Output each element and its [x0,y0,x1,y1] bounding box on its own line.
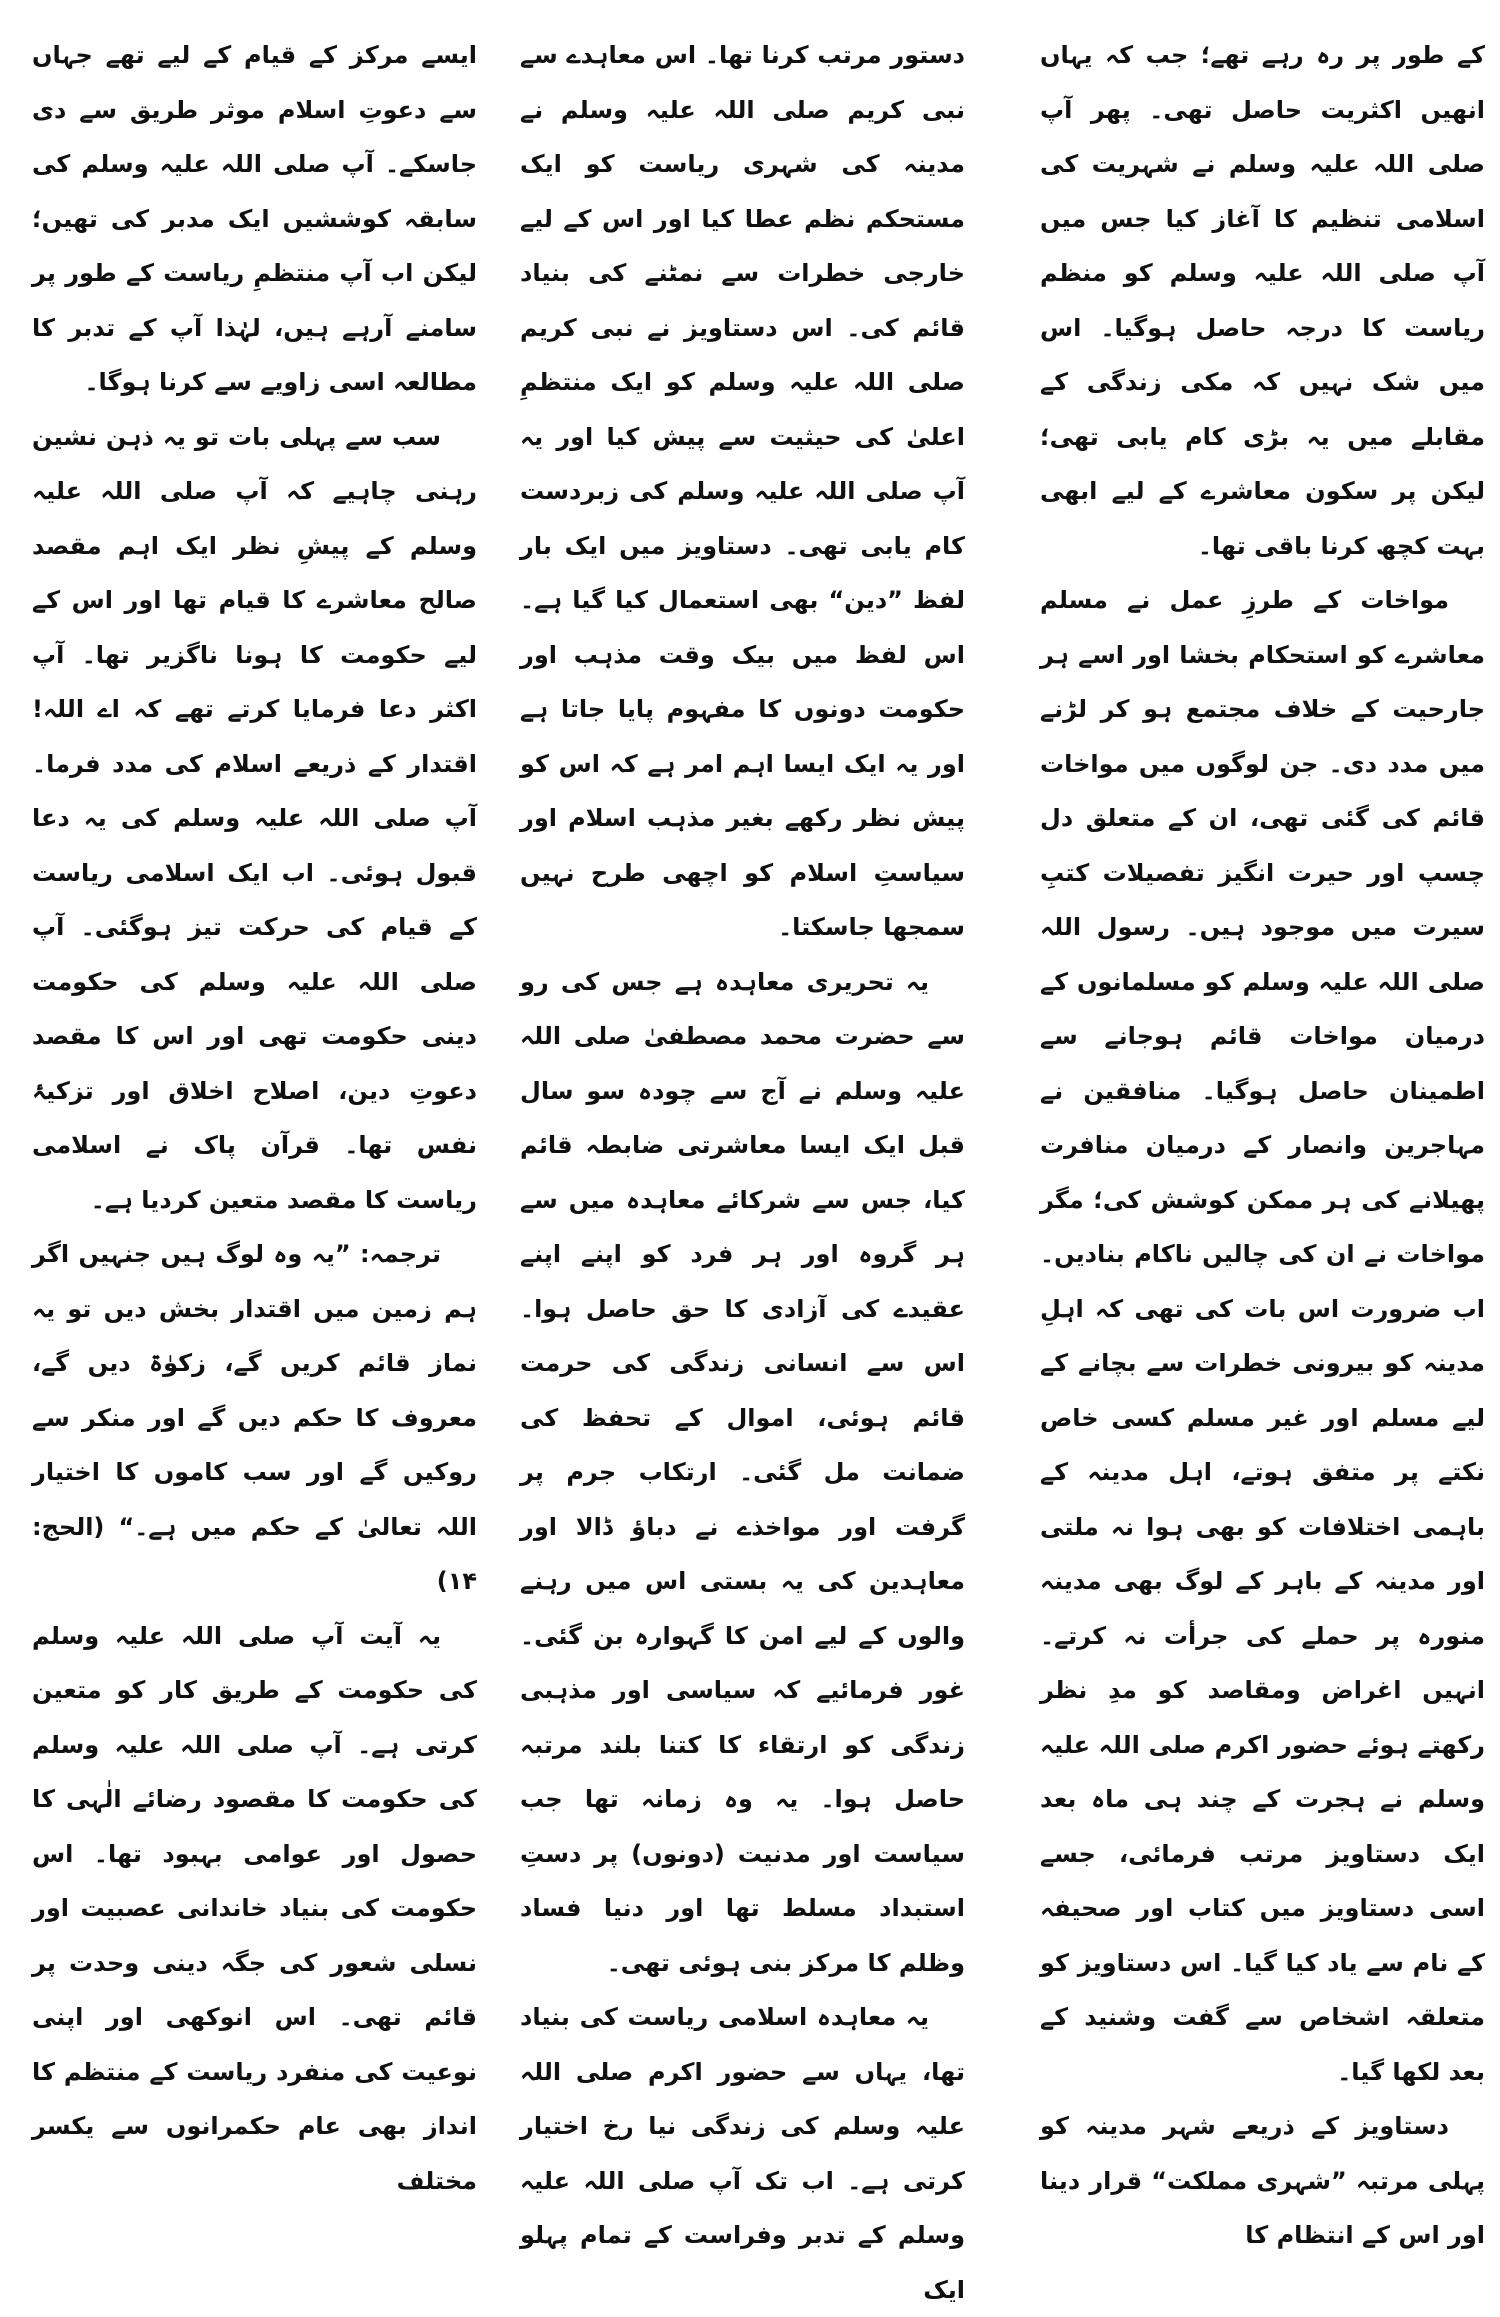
paragraph: یہ تحریری معاہدہ ہے جس کی رو سے حضرت محمد مصطفیٰ صلی اللہ علیہ وسلم نے آج سے چودہ سو سال قبل ایک ایسا معاشرتی ضابطہ قائم کیا، جس سے شرکائے معاہدہ میں سے ہر گروہ اور ہر فرد کو اپنے اپنے عقیدے کی آزادی کا حق حاصل ہوا۔ اس سے انسانی زندگی کی حرمت قائم ہوئی، اموال کے تحفظ کی ضمانت مل گئی۔ ارتکاب جرم پر گرفت اور مواخذے نے دباؤ ڈالا اور معاہدین کی یہ بستی اس میں رہنے والوں کے لیے امن کا گہوارہ بن گئی۔ غور فرمائیے کہ سیاسی اور مذہبی زندگی کو ارتقاء کا کتنا بلند مرتبہ حاصل ہوا۔ یہ وہ زمانہ تھا جب سیاست اور مدنیت (دونوں) پر دستِ استبداد مسلط تھا اور دنیا فساد وظلم کا مرکز بنی ہوئی تھی۔ [520,967,965,1977]
paragraph: مواخات کے طرزِ عمل نے مسلم معاشرے کو استحکام بخشا اور اسے ہر جارحیت کے خلاف مجتمع ہو کر لڑنے میں مدد دی۔ جن لوگوں میں مواخات قائم کی گئی تھی، ان کے متعلق دل چسپ اور حیرت انگیز تفصیلات کتبِ سیرت میں موجود ہیں۔ رسول اللہ صلی اللہ علیہ وسلم کو مسلمانوں کے درمیان مواخات قائم ہوجانے سے اطمینان حاصل ہوگیا۔ منافقین نے مہاجرین وانصار کے درمیان منافرت پھیلانے کی ہر ممکن کوشش کی؛ مگر مواخات نے ان کی چالیں ناکام بنادیں۔ اب ضرورت اس بات کی تھی کہ اہلِ مدینہ کو بیرونی خطرات سے بچانے کے لیے مسلم اور غیر مسلم کسی خاص نکتے پر متفق ہوتے، اہل مدینہ کے باہمی اختلافات کو بھی ہوا نہ ملتی اور مدینہ کے باہر کے لوگ بھی مدینہ منورہ پر حملے کی جرأت نہ کرتے۔ انہیں اغراض ومقاصد کو مدِ نظر رکھتے ہوئے حضور اکرم صلی اللہ علیہ وسلم نے ہجرت کے چند ہی ماہ بعد ایک دستاویز مرتب فرمائی، جسے اسی دستاویز میں کتاب اور صحیفہ کے نام سے یاد کیا گیا۔ اس دستاویز کو متعلقہ اشخاص سے گفت وشنید کے بعد لکھا گیا۔ [1040,586,1485,2086]
paragraph: ترجمہ: ”یہ وہ لوگ ہیں جنہیں اگر ہم زمین میں اقتدار بخش دیں تو یہ نماز قائم کریں گے، زکوٰۃ دیں گے، معروف کا حکم دیں گے اور منکر سے روکیں گے اور سب کاموں کا اختیار اللہ تعالیٰ کے حکم میں ہے۔“ (الحج: ۱۴) [32,1240,477,1595]
paragraph: دستاویز کے ذریعے شہر مدینہ کو پہلی مرتبہ ”شہری مملکت“ قرار دینا اور اس کے انتظام کا [1040,2112,1485,2249]
article-column-left [32,28,477,2195]
article-column-right [1040,28,1485,2249]
article-column-middle [520,28,965,2304]
paragraph: دستور مرتب کرنا تھا۔ اس معاہدے سے نبی کریم صلی اللہ علیہ وسلم نے مدینہ کی شہری ریاست کو ایک مستحکم نظم عطا کیا اور اس کے لیے خارجی خطرات سے نمٹنے کی بنیاد قائم کی۔ اس دستاویز نے نبی کریم صلی اللہ علیہ وسلم کو ایک منتظمِ اعلیٰ کی حیثیت سے پیش کیا اور یہ آپ صلی اللہ علیہ وسلم کی زبردست کام یابی تھی۔ دستاویز میں ایک بار لفظ ”دین“ بھی استعمال کیا گیا ہے۔ اس لفظ میں بیک وقت مذہب اور حکومت دونوں کا مفہوم پایا جاتا ہے اور یہ ایک ایسا اہم امر ہے کہ اس کو پیش نظر رکھے بغیر مذہب اسلام اور سیاستِ اسلام کو اچھی طرح نہیں سمجھا جاسکتا۔ [520,41,965,941]
paragraph: یہ آیت آپ صلی اللہ علیہ وسلم کی حکومت کے طریق کار کو متعین کرتی ہے۔ آپ صلی اللہ علیہ وسلم کی حکومت کا مقصود رضائے الٰہی کا حصول اور عوامی بہبود تھا۔ اس حکومت کی بنیاد خاندانی عصبیت اور نسلی شعور کی جگہ دینی وحدت پر قائم تھی۔ اس انوکھی اور اپنی نوعیت کی منفرد ریاست کے منتظم کا انداز بھی عام حکمرانوں سے یکسر مختلف [32,1621,477,2195]
paragraph: یہ معاہدہ اسلامی ریاست کی بنیاد تھا، یہاں سے حضور اکرم صلی اللہ علیہ وسلم کی زندگی نیا رخ اختیار کرتی ہے۔ اب تک آپ صلی اللہ علیہ وسلم کے تدبر وفراست کے تمام پہلو ایک [520,2003,965,2304]
paragraph: سب سے پہلی بات تو یہ ذہن نشین رہنی چاہیے کہ آپ صلی اللہ علیہ وسلم کے پیشِ نظر ایک اہم مقصد صالح معاشرے کا قیام تھا اور اس کے لیے حکومت کا ہونا ناگزیر تھا۔ آپ اکثر دعا فرمایا کرتے تھے کہ اے اللہ! اقتدار کے ذریعے اسلام کی مدد فرما۔ آپ صلی اللہ علیہ وسلم کی یہ دعا قبول ہوئی۔ اب ایک اسلامی ریاست کے قیام کی حرکت تیز ہوگئی۔ آپ صلی اللہ علیہ وسلم کی حکومت دینی حکومت تھی اور اس کا مقصد دعوتِ دین، اصلاح اخلاق اور تزکیۂ نفس تھا۔ قرآن پاک نے اسلامی ریاست کا مقصد متعین کردیا ہے۔ [32,422,477,1214]
paragraph: ایسے مرکز کے قیام کے لیے تھے جہاں سے دعوتِ اسلام موثر طریق سے دی جاسکے۔ آپ صلی اللہ علیہ وسلم کی سابقہ کوششیں ایک مدبر کی تھیں؛ لیکن اب آپ منتظمِ ریاست کے طور پر سامنے آرہے ہیں، لہٰذا آپ کے تدبر کا مطالعہ اسی زاویے سے کرنا ہوگا۔ [32,41,477,396]
paragraph: کے طور پر رہ رہے تھے؛ جب کہ یہاں انھیں اکثریت حاصل تھی۔ پھر آپ صلی اللہ علیہ وسلم نے شہریت کی اسلامی تنظیم کا آغاز کیا جس میں آپ صلی اللہ علیہ وسلم کو منظم ریاست کا درجہ حاصل ہوگیا۔ اس میں شک نہیں کہ مکی زندگی کے مقابلے میں یہ بڑی کام یابی تھی؛ لیکن پر سکون معاشرے کے لیے ابھی بہت کچھ کرنا باقی تھا۔ [1040,41,1485,560]
